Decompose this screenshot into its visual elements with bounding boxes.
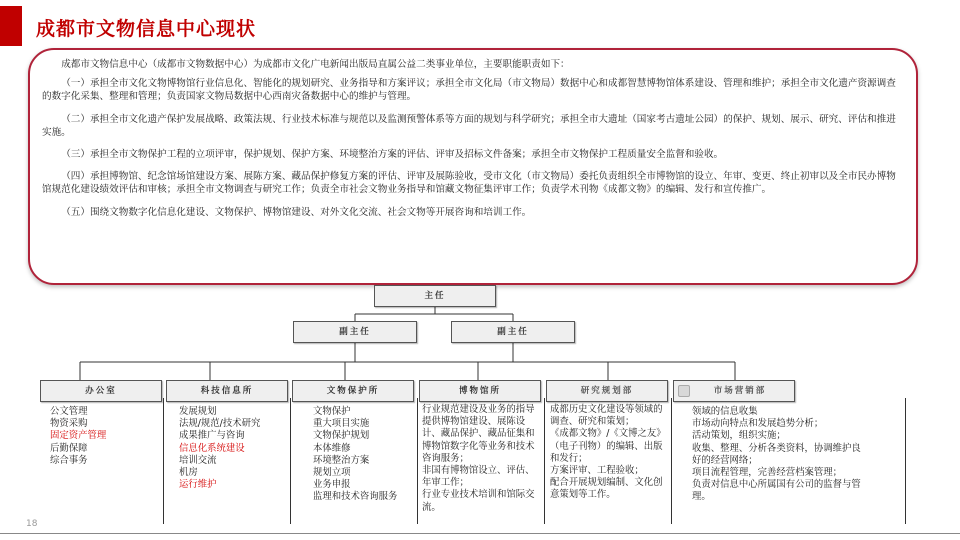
duty-item: 项目流程管理，完善经营档案管理； — [692, 467, 843, 479]
duty-item-highlighted: 固定资产管理 — [50, 430, 107, 442]
duty-item: 方案评审、工程验收； — [550, 465, 644, 477]
duty-item: 重大项目实施 — [313, 418, 370, 430]
footer-divider — [0, 533, 960, 534]
org-node-tech-info: 科技信息所 — [166, 380, 288, 402]
duty-item: 收集、整理、分析各类资料，协调维护良好的经营网络； — [692, 442, 861, 466]
org-node-museum: 博物馆所 — [419, 380, 541, 402]
org-node-heritage-protection: 文物保护所 — [292, 380, 414, 402]
intro-paragraph: （五）围绕文物数字化信息化建设、文物保护、博物馆建设、对外文化交流、社会文物等开展咨询和培训工作。 — [61, 206, 532, 218]
duty-item: 行业专业技术培训和馆际交流。 — [422, 489, 535, 513]
intro-paragraph: （一）承担全市文化文物博物馆行业信息化、智能化的规划研究、业务指导和方案评议；承担全市文化局（市文物局）数据中心和成都智慧博物馆体系建设、管理和维护；承担全市文化遗产资源调查的数字化采集、整理和管理；负责国家文物局数据中心西南灾备数据中心的维护与管理。 — [42, 78, 896, 103]
duty-item-highlighted: 信息化系统建设 — [179, 442, 245, 454]
department-icon — [678, 385, 690, 397]
intro-paragraph: 成都市文物信息中心（成都市文物数据中心）为成都市文化广电新闻出版局直属公益二类事业单位，主要职能职责如下： — [61, 59, 570, 70]
duty-item: 物资采购 — [50, 418, 88, 430]
duty-item: 《成都文物》/《文博之友》（电子刊物）的编辑、出版和发行； — [550, 428, 666, 464]
duty-item: 法规/规范/技术研究 — [179, 418, 261, 430]
tech-info-duties-list — [179, 406, 289, 491]
duty-item-highlighted: 运行维护 — [179, 479, 217, 491]
duty-item: 成都历史文化建设等领域的调查、研究和策划； — [550, 404, 663, 428]
org-node-marketing-label: 市场营销部 — [713, 386, 767, 396]
org-node-marketing — [673, 380, 795, 402]
duty-item: 公文管理 — [50, 406, 88, 417]
office-duties-list — [50, 406, 160, 467]
duty-item: 文物保护规划 — [313, 430, 370, 442]
intro-paragraph: （三）承担全市文物保护工程的立项评审，保护规划、保护方案、环境整治方案的评估、评审及招标文件备案；承担全市文物保护工程质量安全监督和验收。 — [61, 149, 724, 161]
research-planning-duties-list — [550, 404, 668, 502]
column-divider — [671, 398, 672, 524]
column-divider — [417, 398, 418, 524]
duty-item: 文物保护 — [313, 406, 351, 417]
column-divider — [290, 398, 291, 524]
duty-item: 成果推广与咨询 — [179, 430, 245, 442]
marketing-duties-list — [692, 406, 868, 504]
org-node-deputy-director: 副主任 — [293, 321, 417, 343]
duty-item: 发展规划 — [179, 406, 217, 417]
column-divider — [163, 398, 164, 524]
intro-paragraph: （二）承担全市文化遗产保护发展战略、政策法规、行业技术标准与规范以及监测预警体系等方面的规划与科学研究；承担全市大遗址（国家考古遗址公园）的保护、规划、展示、研究、评估和推进实施。 — [42, 113, 896, 138]
intro-text-box — [28, 48, 918, 285]
title-accent-bar — [0, 6, 22, 46]
duty-item: 本体维修 — [313, 442, 351, 454]
duty-item: 配合开展规划编制、文化创意策划等工作。 — [550, 477, 663, 501]
org-node-office: 办公室 — [40, 380, 162, 402]
duty-item: 后勤保障 — [50, 442, 88, 454]
museum-duties-list — [422, 404, 542, 514]
duty-item: 负责对信息中心所属国有公司的监督与管理。 — [692, 479, 861, 503]
duty-item: 非国有博物馆设立、评估、年审工作； — [422, 465, 535, 489]
duty-item: 综合事务 — [50, 454, 88, 466]
duty-item: 规划立项 — [313, 467, 351, 479]
duty-item: 市场动向特点和发展趋势分析； — [692, 418, 824, 430]
duty-item: 培训交流 — [179, 454, 217, 466]
org-node-deputy-director: 副主任 — [451, 321, 575, 343]
duty-item: 业务申报 — [313, 479, 351, 491]
duty-item: 领域的信息收集 — [692, 406, 758, 417]
page-number: 18 — [26, 519, 38, 529]
org-node-director: 主任 — [374, 285, 496, 307]
duty-item: 活动策划，组织实施； — [692, 430, 786, 442]
duty-item: 环境整治方案 — [313, 454, 370, 466]
duty-item: 监理和技术咨询服务 — [313, 491, 398, 503]
heritage-protection-duties-list — [313, 406, 415, 504]
org-node-research-planning: 研究规划部 — [546, 380, 668, 402]
slide-title: 成都市文物信息中心现状 — [36, 18, 257, 40]
column-divider — [544, 398, 545, 524]
duty-item: 行业规范建设及业务的指导提供博物馆建设、展陈设计、藏品保护、藏品征集和博物馆数字化等业务和技术咨询服务； — [422, 404, 535, 464]
duty-item: 机房 — [179, 467, 198, 479]
column-divider — [905, 398, 906, 524]
intro-paragraph: （四）承担博物馆、纪念馆场馆建设方案、展陈方案、藏品保护修复方案的评估、评审及展陈验收，受市文化（市文物局）委托负责组织全市博物馆的设立、年审、变更、终止初审以及全市民办博物馆规范化建设绩效评估和审核；承担全市文物调查与研究工作；负责全市社会文物业务指导和馆藏文物征集评审工作；负责学术刊物《成都文物》的编辑、发行和宣传推广。 — [42, 171, 896, 196]
